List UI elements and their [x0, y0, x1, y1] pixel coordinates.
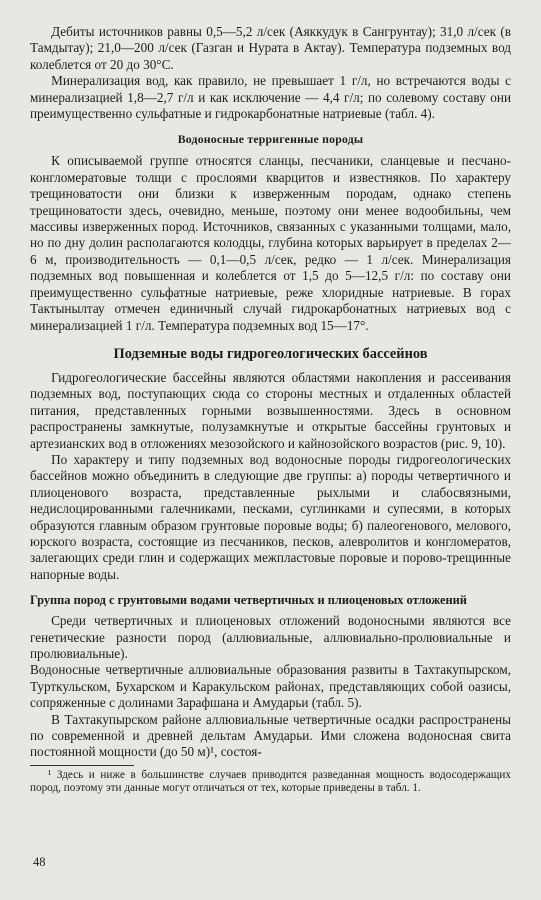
paragraph-basins-2: По характеру и типу подземных вод водоносные породы гидрогеологических бассейнов можно объединить в следующие две группы: а) породы четвертичного и плиоценового возраста, представленные рыхлыми и слабосвязными, недислоцированными галечниками, песками, суглинками и супесями, в которых образуются главным образом грунтовые поровые воды; б) палеогенового, мелового, юрского возраста, состоящие из песчаников, песков, алевролитов и конгломератов, залегающих среди глин и содержащих межпластовые поровые и порово-трещинные напорные воды. [30, 451, 511, 582]
paragraph-group-1: Среди четвертичных и плиоценовых отложений водоносными являются все генетические разности пород (аллювиальные, аллювиально-пролювиальные и пролювиальные). [30, 613, 511, 661]
paragraph-mineralization: Минерализация вод, как правило, не превышает 1 г/л, но встречаются воды с минерализацией 1,8—2,7 г/л и как исключение — 4,4 г/л; по солевому составу они преимущественно сульфатные и гидрокарбонатные натриевые (табл. 4). [30, 73, 511, 122]
paragraph-basins-1: Гидрогеологические бассейны являются областями накопления и рассеивания подземных вод, поступающих сюда со стороны местных и отдаленных областей питания, представленных горными возвышенностями. Здесь в основном распространены замкнутые, полузамкнутые и открытые бассейны грунтовых и артезианских вод в отложениях мезозойского и кайнозойского возрастов (рис. 9, 10). [30, 369, 511, 451]
footnote: ¹ Здесь и ниже в большинстве случаев приводится разведанная мощность водосодержащих пород, поэтому эти данные могут отличаться от тех, которые приведены в табл. 1. [30, 768, 511, 795]
section-heading-basins: Подземные воды гидрогеологических бассейнов [113, 345, 428, 362]
page-number: 48 [33, 855, 46, 869]
paragraph-group-3: В Тахтакупырском районе аллювиальные четвертичные осадки распространены по современной и древней дельтам Амударьи. Ими сложена водоносная свита постоянной мощности (до 50 м)¹, состоя- [30, 711, 511, 760]
section-heading-terrigenous: Водоносные терригенные породы [177, 132, 364, 147]
footnote-divider [30, 765, 134, 766]
paragraph-terrigenous: К описываемой группе относятся сланцы, песчаники, сланцевые и песчано- конгломератовые толщи с прослоями кварцитов и известняков. По характеру трещиноватости они близки к изверженным породам, однако степень трещиноватости здесь, очевидно, меньше, поэтому они менее водообильны, чем массивы изверженных пород. Источников, связанных с указанными толщами, мало, но по дну долин располагаются колодцы, глубина которых варьирует в пределах 2—6 м, производительность — 0,1—0,5 л/сек, редко — 1 л/сек. Минерализация подземных вод повышенная и колеблется от 1,5 до 5—12,5 г/л: по составу они преимущественно сульфатные натриевые, реже хлоридные натриевые. В горах Тактынылтау отмечен единичный случай гидрокарбонатных натриевых вод с минерализацией 1 г/л. Температура подземных вод 15—17°. [30, 153, 511, 333]
section-heading-group: Группа пород с грунтовыми водами четвертичных и плиоценовых отложений [30, 593, 467, 608]
paragraph-debits: Дебиты источников равны 0,5—5,2 л/сек (Аяккудук в Сангрунтау); 31,0 л/сек (в Тамдытау); 21,0—200 л/сек (Газган и Нурата в Актау). Температура подземных вод колеблется от 20 до 30°С. [30, 24, 511, 72]
paragraph-group-2: Водоносные четвертичные аллювиальные образования развиты в Тахтакупырском, Турткульском, Бухарском и Каракульском районах, представляющих собой оазисы, сопряженные с долинами Зарафшана и Амударьи (табл. 5). [30, 662, 511, 711]
